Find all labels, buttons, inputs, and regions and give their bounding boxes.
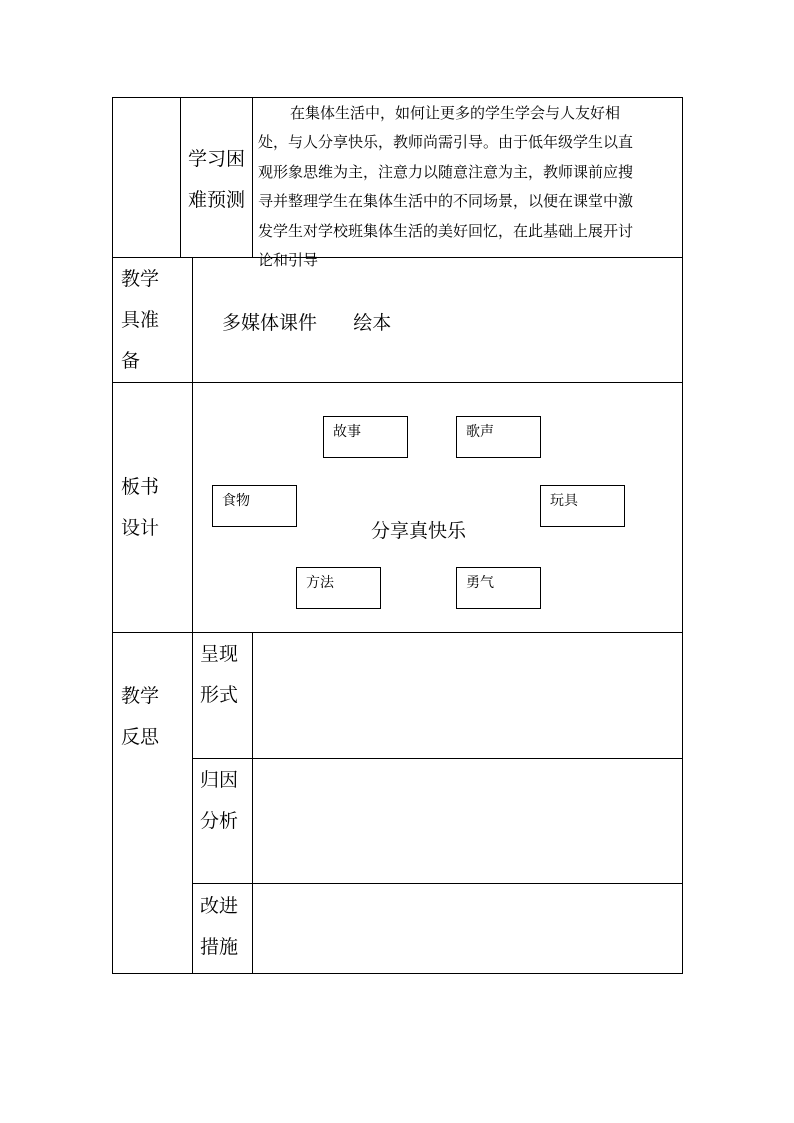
difficulty-line: 在集体生活中，如何让更多的学生学会与人友好相 (290, 104, 621, 122)
board-box-toy: 玩具 (540, 485, 625, 527)
tools-label-line3: 备 (121, 350, 141, 372)
reflection-col-divider (252, 632, 253, 974)
table-top-border (112, 97, 683, 98)
presentation-line2: 形式 (200, 684, 239, 706)
attribution-line2: 分析 (200, 810, 239, 832)
tools-content: 多媒体课件 绘本 (222, 312, 392, 334)
improvement-line2: 措施 (200, 936, 239, 958)
difficulty-label-line2: 难预测 (188, 189, 246, 211)
board-label-line1: 板书 (121, 476, 160, 498)
difficulty-col-divider-2 (252, 97, 253, 257)
difficulty-label-line1: 学习困 (188, 148, 246, 170)
board-center-title: 分享真快乐 (371, 520, 467, 542)
difficulty-line: 处，与人分享快乐，教师尚需引导。由于低年级学生以直 (258, 133, 634, 152)
difficulty-col-divider-1 (180, 97, 181, 257)
tools-label-line2: 具准 (121, 309, 160, 331)
row-divider-2 (112, 382, 683, 383)
table-right-border (682, 97, 683, 974)
table-left-border (112, 97, 113, 974)
board-label (121, 467, 159, 549)
label-col-divider (192, 257, 193, 974)
board-box-courage: 勇气 (456, 567, 541, 609)
presentation-line1: 呈现 (200, 643, 239, 665)
difficulty-line: 发学生对学校班集体生活的美好回忆，在此基础上展开讨 (258, 221, 634, 240)
difficulty-line: 论和引导 (258, 251, 319, 270)
difficulty-line: 观形象思维为主，注意力以随意注意为主，教师课前应搜 (258, 162, 634, 181)
reflection-label (121, 676, 159, 758)
improvement-line1: 改进 (200, 895, 239, 917)
board-box-song: 歌声 (456, 416, 541, 458)
tools-label (121, 259, 159, 382)
reflection-subdivider-1 (192, 758, 683, 759)
board-box-method: 方法 (296, 567, 381, 609)
board-label-line2: 设计 (121, 517, 160, 539)
difficulty-label (188, 139, 245, 221)
tools-label-line1: 教学 (121, 268, 160, 290)
difficulty-line: 寻并整理学生在集体生活中的不同场景，以便在课堂中激 (258, 192, 634, 211)
row-divider-3 (112, 632, 683, 633)
reflection-label-line2: 反思 (121, 726, 160, 748)
table-bottom-border (112, 973, 683, 974)
reflection-sub-presentation (200, 634, 238, 716)
reflection-sub-improvement (200, 886, 238, 968)
reflection-label-line1: 教学 (121, 685, 160, 707)
difficulty-content (258, 99, 633, 275)
reflection-subdivider-2 (192, 883, 683, 884)
attribution-line1: 归因 (200, 769, 239, 791)
board-box-food: 食物 (212, 485, 297, 527)
reflection-sub-attribution (200, 760, 238, 842)
board-box-story: 故事 (323, 416, 408, 458)
